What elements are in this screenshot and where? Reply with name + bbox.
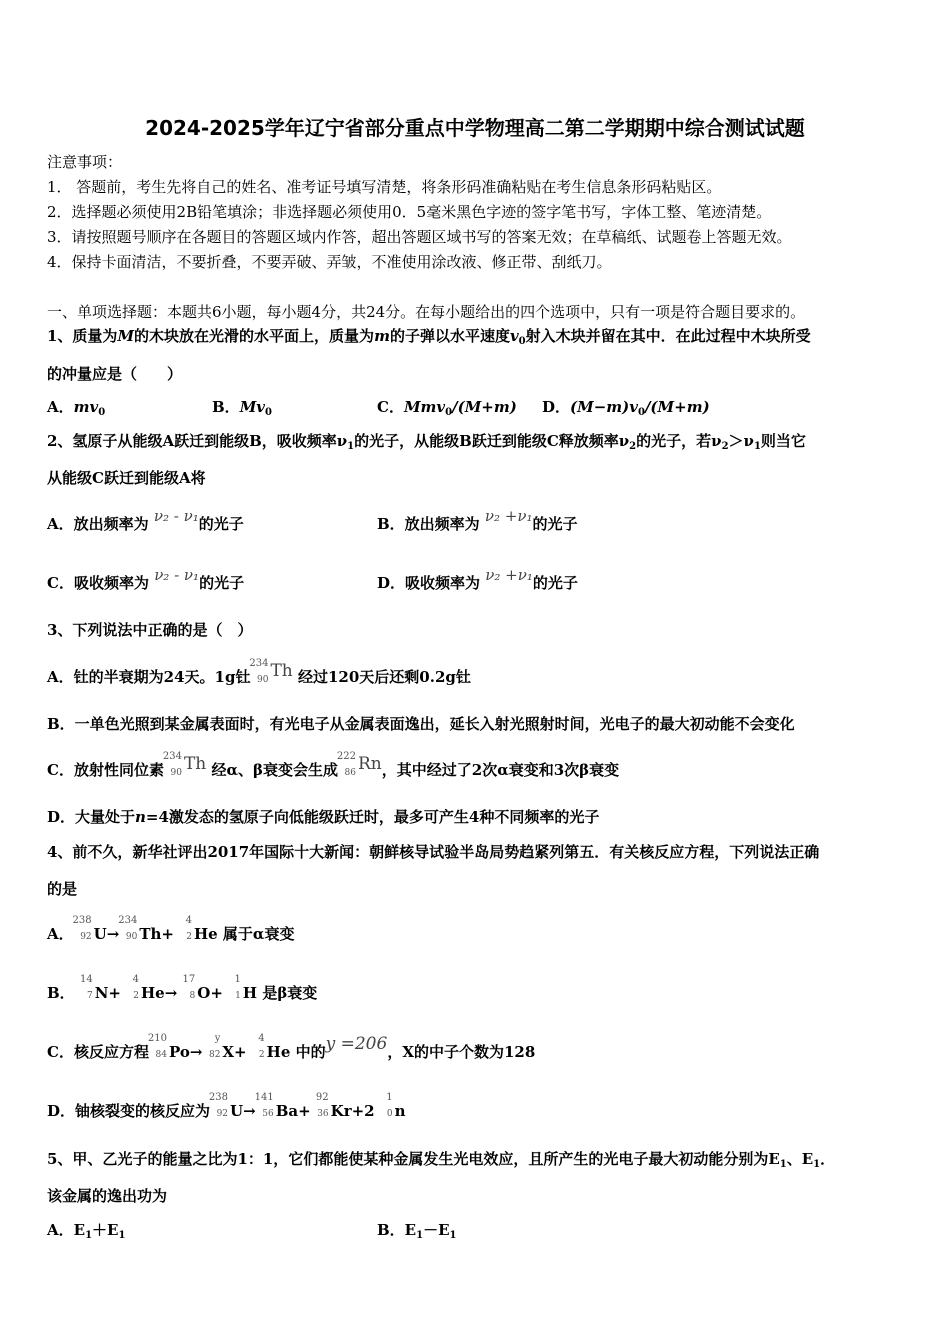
- q5-option-a: A．$E_1+E_1$: [47, 1221, 126, 1241]
- notice-item: 3．请按照题号顺序在各题目的答题区域内作答，超出答题区域书写的答案无效；在草稿纸、试题卷上答题无效。: [47, 228, 792, 246]
- q2-option-c: C．吸收频率为 ν₂ - ν₁的光子: [47, 566, 245, 592]
- q1-option-d: D．$(M-m)v_0/(M+m)$: [542, 398, 710, 418]
- q2-stem-cont: 从能级C跃迁到能级A将: [47, 469, 206, 487]
- notice-item: 4．保持卡面清洁，不要折叠，不要弄破、弄皱，不准使用涂改液、修正带、刮纸刀。: [47, 253, 612, 271]
- q2-stem: 2、氢原子从能级A跃迁到能级B，吸收频率$\nu_1$的光子，从能级B跃迁到能级C释放频率$\nu_2$的光子，若$\nu_2>\nu_1$则当它: [47, 432, 806, 452]
- q2-option-d: D．吸收频率为 ν₂ +ν₁的光子: [377, 566, 578, 592]
- q1-stem: 1、质量为M的木块放在光滑的水平面上，质量为m的子弹以水平速度$v_0$射入木块并留在其中．在此过程中木块所受: [47, 327, 811, 347]
- q2-option-a: A．放出频率为 ν₂ - ν₁的光子: [47, 507, 244, 533]
- q5-stem-cont: 该金属的逸出功为: [47, 1187, 168, 1205]
- q3-option-c: C．放射性同位素 234 90 Th 经α、β衰变会生成 222 86 Rn，其中经过了2次α衰变和3次β衰变: [47, 751, 620, 779]
- q4-stem-cont: 的是: [47, 880, 78, 898]
- notice-item: 1． 答题前，考生先将自己的姓名、准考证号填写清楚，将条形码准确粘贴在考生信息条形码粘贴区。: [47, 178, 722, 196]
- q3-stem: 3、下列说法中正确的是（ ）: [47, 621, 253, 639]
- q3-option-d: D．大量处于n=4激发态的氢原子向低能级跃迁时，最多可产生4种不同频率的光子: [47, 808, 600, 826]
- q4-stem: 4、前不久，新华社评出2017年国际十大新闻：朝鲜核导试验半岛局势趋紧列第五．有关核反应方程，下列说法正确: [47, 843, 820, 861]
- q5-option-b: B．$E_1-E_1$: [377, 1221, 457, 1241]
- q4-option-b: B． 14 7 N+ 4 2 He→ 17 8 O+ 1 1 H 是β衰变: [47, 974, 318, 1002]
- page-title: 2024-2025学年辽宁省部分重点中学物理高二第二学期期中综合测试试题: [145, 116, 805, 140]
- q3-option-a: A．钍的半衰期为24天。1g钍 234 90 Th 经过120天后还剩0.2g钍: [47, 658, 471, 686]
- q1-option-c: C．Mmv$_0$/(M+m): [377, 398, 517, 418]
- q4-option-a: A． 238 92 U→ 234 90 Th+ 4 2 He 属于α衰变: [47, 915, 295, 943]
- q2-option-b: B．放出频率为 ν₂ +ν₁的光子: [377, 507, 578, 533]
- q4-option-c: C．核反应方程 210 84 Po→ y 82 X+ 4 2 He 中的y =206，X的中子个数为128: [47, 1033, 536, 1061]
- q4-option-d: D．铀核裂变的核反应为 238 92 U→ 141 56 Ba+ 92 36 Kr+2 1 0 n: [47, 1092, 406, 1120]
- notice-item: 2．选择题必须使用2B铅笔填涂；非选择题必须使用0．5毫米黑色字迹的签字笔书写，字体工整、笔迹清楚。: [47, 203, 772, 221]
- notice-heading: 注意事项：: [47, 153, 123, 171]
- section-heading: 一、单项选择题：本题共6小题，每小题4分，共24分。在每小题给出的四个选项中，只有一项是符合题目要求的。: [47, 303, 806, 321]
- q3-option-b: B．一单色光照到某金属表面时，有光电子从金属表面逸出，延长入射光照射时间，光电子的最大初动能不会变化: [47, 715, 795, 733]
- q1-stem-cont: 的冲量应是（ ）: [47, 365, 183, 383]
- q1-option-a: A．$mv_0$: [47, 398, 106, 418]
- q5-stem: 5、甲、乙光子的能量之比为1：1，它们都能使某种金属发生光电效应，且所产生的光电子最大初动能分别为$E_1$、$E_1$．: [47, 1150, 836, 1170]
- q1-option-b: B．$Mv_0$: [212, 398, 272, 418]
